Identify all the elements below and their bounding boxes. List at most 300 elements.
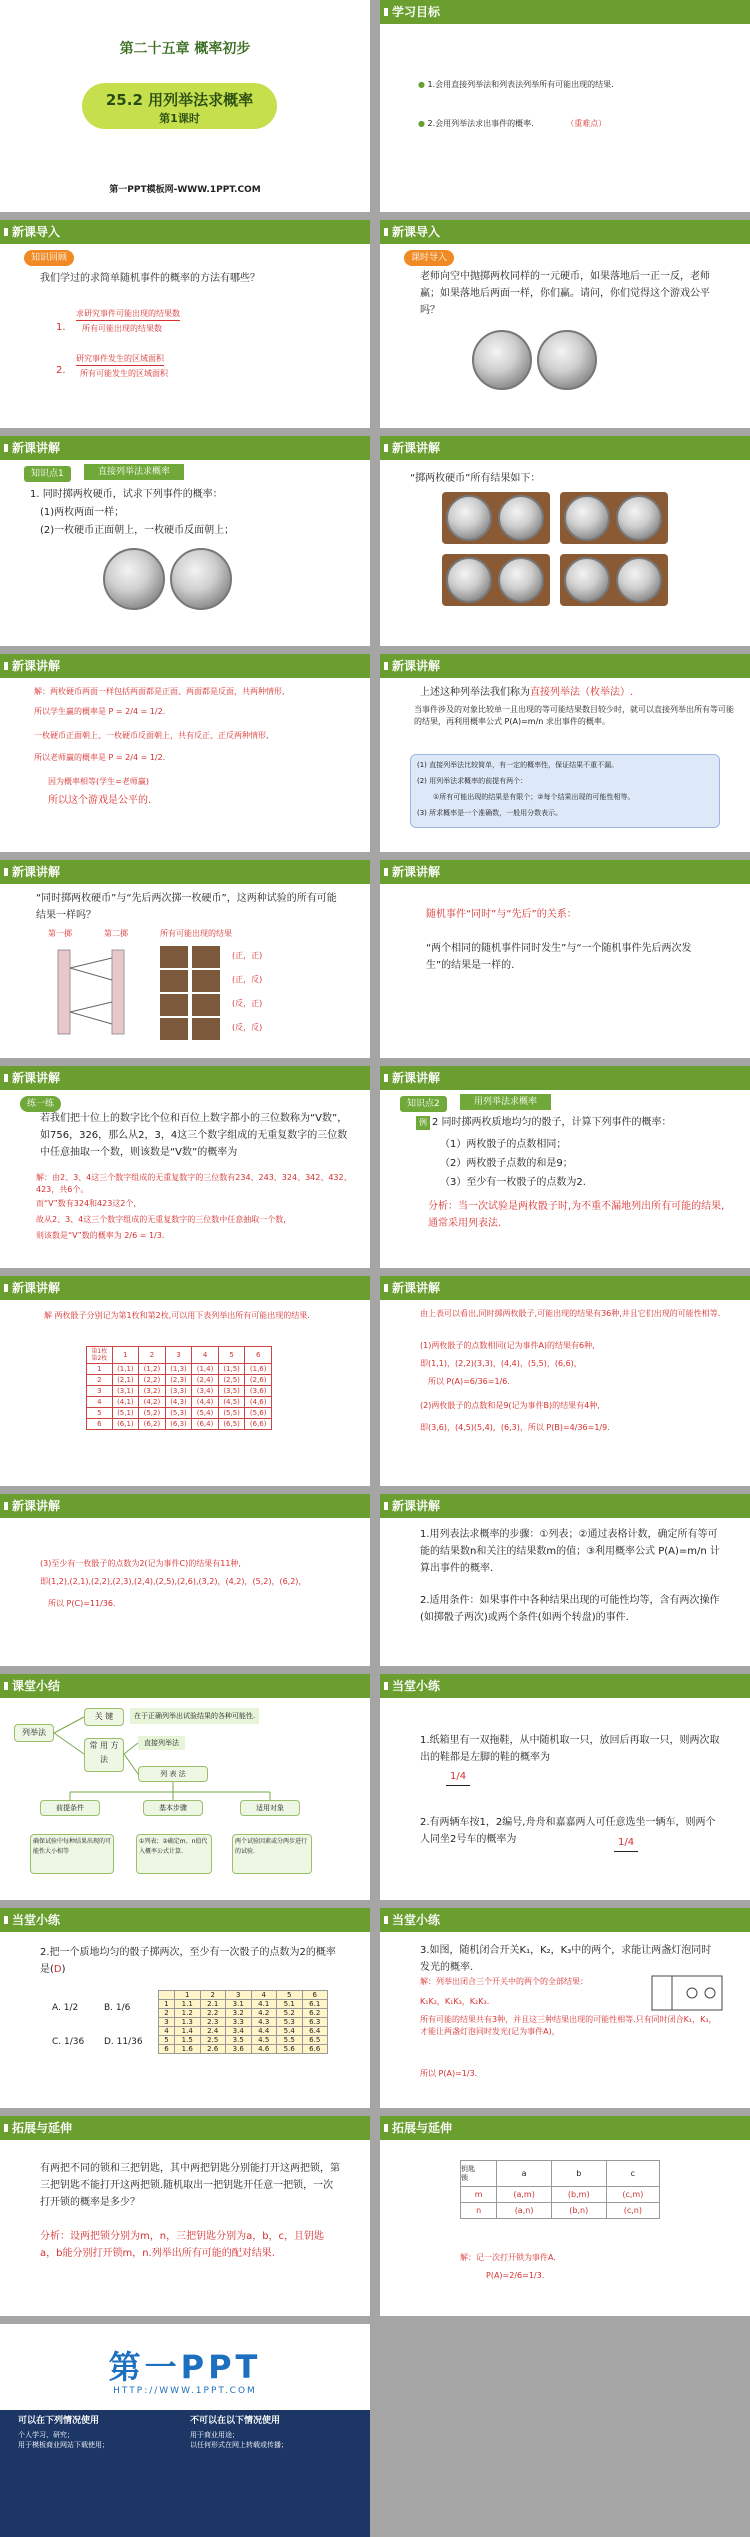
relation-text: “两个相同的随机事件同时发生”与“一个随机事件先后两次发生”的结果是一样的. — [426, 943, 692, 971]
corner-first: 第1枚 — [91, 1348, 108, 1355]
slide-header: 新课讲解 — [0, 1066, 370, 1090]
summary-target: 适用对象 — [240, 1800, 300, 1816]
enum-method-name: 直接列举法（枚举法）. — [530, 687, 634, 698]
slide-header: 拓展与延伸 — [380, 2116, 750, 2140]
table-cell: 4.2 — [251, 2009, 277, 2018]
table-cell: (b,m) — [551, 2187, 606, 2203]
promo-bar — [0, 2410, 370, 2537]
sol-a-2: 即(1,1)，(2,2)(3,3)，(4,4)，(5,5)，(6,6)， — [420, 1359, 582, 1368]
extension-question: 有两把不同的锁和三把钥匙，其中两把钥匙分别能打开这两把锁，第三把钥匙不能打开这两把锁.随机取出一把钥匙开任意一把锁，一次打开锁的概率是多少？ — [40, 2163, 340, 2208]
table-cell: (3,1) — [112, 1386, 139, 1397]
table-cell: (5,1) — [112, 1408, 139, 1419]
col-header: 5 — [218, 1347, 245, 1364]
col-all-results: 所有可能出现的结果 — [160, 929, 232, 938]
result-3: (反，正) — [232, 999, 263, 1008]
sol-c-3 — [48, 1598, 116, 1610]
slide-practice-vnumber — [0, 1066, 370, 1268]
solution-line-3: 一枚硬币正面朝上、一枚硬币反面朝上，共有反正、正反两种情形, — [34, 731, 269, 740]
col-header: 2 — [139, 1347, 166, 1364]
solution-line-4-value: P = 2/4 = 1/2. — [108, 753, 166, 762]
table-corner — [461, 2161, 497, 2187]
table-cell: 5.5 — [277, 2036, 303, 2045]
summary-table-method: 列 表 法 — [138, 1766, 208, 1782]
table-cell: (1,6) — [245, 1364, 272, 1375]
slide-simultaneous-vs-sequential — [380, 860, 750, 1058]
table-row — [461, 2187, 660, 2203]
sol-c-value: P(C)=11/36. — [66, 1599, 116, 1608]
table-cell: (1,3) — [165, 1364, 192, 1375]
table-cell: 5.2 — [277, 2009, 303, 2018]
vnumber-solution-b: 而“V”数有324和423这2个， — [36, 1199, 142, 1208]
slide-extension-question — [0, 2116, 370, 2316]
note-2: (2) 用列举法求概率的前提有两个： — [417, 777, 528, 785]
table-cell: (a,n) — [497, 2203, 551, 2219]
tag-lesson-intro: 课时导入 — [404, 250, 454, 266]
row-header: 3 — [159, 2018, 175, 2027]
coin-pair-image — [442, 554, 550, 606]
promo-cannot-2: 以任何形式在网上转载或传播； — [190, 2441, 288, 2449]
option-c: C. 1/36 — [52, 2037, 85, 2047]
solution-line-5: 因为概率相等(学生=老师赢) — [48, 777, 149, 786]
col-header: 4 — [192, 1347, 219, 1364]
tag-knowledge-2: 知识点2 — [400, 1096, 447, 1112]
table-cell: 2.5 — [200, 2036, 226, 2045]
dice-q3: （3）至少有一枚骰子的点数为2. — [440, 1177, 586, 1188]
row-header: 3 — [87, 1386, 113, 1397]
result-2: (正，反) — [232, 975, 263, 984]
goal-2-text: 2.会用列举法求出事件的概率. — [427, 119, 534, 128]
table-row — [159, 2018, 328, 2027]
summary-steps: 基本步骤 — [143, 1800, 203, 1816]
summary-condition: 前提条件 — [40, 1800, 100, 1816]
tree-question: “同时掷两枚硬币”与“先后两次掷一枚硬币”，这两种试验的所有可能结果一样吗？ — [36, 893, 337, 921]
corner-second: 第2枚 — [91, 1355, 108, 1362]
example-question: 1. 同时掷两枚硬币，试求下列事件的概率： — [30, 489, 223, 500]
table-method-steps: 1.用列表法求概率的步骤：①列表；②通过表格计数，确定所有等可能的结果数n和关注的结果数m的值；③利用概率公式 P(A)=m/n 计算出事件的概率. — [420, 1529, 720, 1574]
solution-line-2-text: 所以学生赢的概率是 — [34, 707, 106, 716]
table-cell: (2,4) — [192, 1375, 219, 1386]
col-header: 6 — [245, 1347, 272, 1364]
item-2-no: 2. — [56, 365, 66, 376]
row-header: 4 — [87, 1397, 113, 1408]
col-first-toss: 第一掷 — [48, 929, 72, 938]
tag-review: 知识回顾 — [24, 250, 74, 266]
sol-a-1: (1)两枚骰子的点数相同(记为事件A)的结果有6种, — [420, 1341, 595, 1350]
enum-line-2: 当事件涉及的对象比较单一且出现的等可能结果数目较少时，就可以直接列举出所有等可能的结果，再利用概率公式 P(A)=m/n 求出事件的概率。 — [414, 705, 734, 726]
table-method-conditions: 2.适用条件：如果事件中各种结果出现的可能性均等，含有两次操作(如掷骰子两次)或两个条件(如两个转盘)的事件. — [420, 1595, 720, 1623]
summary-key: 关 键 — [84, 1708, 124, 1726]
row-header: 1 — [87, 1364, 113, 1375]
table-cell: 5.6 — [277, 2045, 303, 2054]
table-cell: (1,1) — [112, 1364, 139, 1375]
table-cell: 2.4 — [200, 2027, 226, 2036]
row-header: 1 — [159, 2000, 175, 2009]
table-cell: 3.4 — [226, 2027, 252, 2036]
slide-dice-solution-1 — [380, 1276, 750, 1486]
summary-condition-detail: 确保试验中每种结果出现的可能性大小相等 — [30, 1834, 114, 1874]
solution-line-6: 所以这个游戏是公平的. — [48, 795, 152, 806]
table-row — [87, 1408, 272, 1419]
coin-image — [498, 495, 544, 541]
review-question: 我们学过的求简单随机事件的概率的方法有哪些？ — [40, 273, 260, 284]
table-cell: 1.2 — [175, 2009, 201, 2018]
slide-intro-review — [0, 220, 370, 428]
coin-pair-image — [560, 554, 668, 606]
quiz3-sol-2: K₁K₂，K₁K₃，K₂K₃. — [420, 1997, 490, 2006]
table-cell: (4,3) — [165, 1397, 192, 1408]
coin-pair-image — [442, 492, 550, 544]
slide-header: 当堂小练 — [380, 1908, 750, 1932]
slide-enumeration — [380, 654, 750, 852]
enum-line-1 — [420, 684, 633, 701]
table-row — [159, 2036, 328, 2045]
table-cell: (5,4) — [192, 1408, 219, 1419]
goal-2 — [418, 115, 738, 132]
table-cell: (4,5) — [218, 1397, 245, 1408]
note-4: (3) 所求概率是一个准确数，一般用分数表示。 — [417, 809, 563, 817]
slide-header: 新课讲解 — [380, 1066, 750, 1090]
slide-summary — [0, 1674, 370, 1900]
extension-sol-1: 解：记一次打开锁为事件A. — [460, 2253, 556, 2262]
table-cell: 2.3 — [200, 2018, 226, 2027]
slide-quiz-1 — [380, 1674, 750, 1900]
table-cell: (1,5) — [218, 1364, 245, 1375]
table-cell: (1,4) — [192, 1364, 219, 1375]
tag-knowledge-1-title: 直接列举法求概率 — [84, 464, 184, 480]
slide-dice-example — [380, 1066, 750, 1268]
option-b: B. 1/6 — [104, 2003, 131, 2013]
table-cell: 5.4 — [277, 2027, 303, 2036]
table-header-row — [159, 1991, 328, 2000]
vnumber-solution-a: 解：由2、3、4这三个数字组成的无重复数字的三位数有234、243、324、342、432、423，共6个。 — [36, 1173, 352, 1194]
tag-knowledge-2-title: 用列举法求概率 — [460, 1094, 551, 1110]
coin-image — [498, 557, 544, 603]
lesson-title: 25.2 用列举法求概率 — [105, 91, 254, 109]
table-cell: (5,3) — [165, 1408, 192, 1419]
row-header: m — [461, 2187, 497, 2203]
sol-a-value: P(A)=6/36=1/6. — [446, 1377, 510, 1386]
table-cell: 4.6 — [251, 2045, 277, 2054]
row-header: 5 — [87, 1408, 113, 1419]
table-cell: (6,4) — [192, 1419, 219, 1430]
slide-header: 新课导入 — [380, 220, 750, 244]
goal-1-text: 1.会用直接列举法和列表法列举所有可能出现的结果. — [427, 80, 614, 89]
table-cell: (4,1) — [112, 1397, 139, 1408]
summary-root: 列举法 — [14, 1724, 54, 1742]
dice-analysis: 分析：当一次试验是两枚骰子时,为不重不漏地列出所有可能的结果,通常采用列表法. — [428, 1201, 725, 1229]
goal-1 — [418, 76, 738, 93]
col-header: 1 — [175, 1991, 201, 2000]
slide-header: 新课讲解 — [0, 436, 370, 460]
table-cell: 6.2 — [302, 2009, 328, 2018]
table-cell: (6,2) — [139, 1419, 166, 1430]
summary-key-text: 在于正确列举出试验结果的各种可能性. — [130, 1708, 259, 1724]
quiz2-dice-table — [158, 1990, 328, 2054]
slide-tree-diagram — [0, 860, 370, 1058]
table-cell: (a,m) — [497, 2187, 551, 2203]
option-a: A. 1/2 — [52, 2003, 79, 2013]
table-cell: (6,1) — [112, 1419, 139, 1430]
vnumber-question: 若我们把十位上的数字比个位和百位上数字都小的三位数称为“V数”，如756，326，那么从2，3，4这三个数字组成的无重复数字的三位数中任意抽取一个数，则该数是“V数”的概率为 — [40, 1113, 348, 1158]
coin-image — [616, 495, 662, 541]
table-cell: 4.4 — [251, 2027, 277, 2036]
coin-image — [103, 548, 165, 610]
table-cell: (3,6) — [245, 1386, 272, 1397]
vnumber-solution-d: 则该数是“V”数的概率为 2/6 = 1/3. — [36, 1231, 165, 1240]
table-corner — [159, 1991, 175, 2000]
quiz-a1: 1/4 — [446, 1768, 470, 1786]
dice-outcome-table — [86, 1346, 272, 1430]
table-row — [159, 2045, 328, 2054]
table-row — [87, 1419, 272, 1430]
cover-footer: 第一PPT模板网-WWW.1PPT.COM — [109, 185, 261, 195]
slide-header: 课堂小结 — [0, 1674, 370, 1698]
quiz3-question: 3.如图，随机闭合开关K₁，K₂，K₃中的两个，求能让两盏灯泡同时发光的概率. — [420, 1945, 712, 1973]
table-cell: (5,5) — [218, 1408, 245, 1419]
slide-header: 当堂小练 — [380, 1674, 750, 1698]
sol-c-3-text: 所以 — [48, 1599, 64, 1608]
option-d: D. 11/36 — [104, 2037, 143, 2047]
table-cell: (2,1) — [112, 1375, 139, 1386]
promo-can-2: 用于模板商业网站下载使用； — [18, 2441, 109, 2449]
solution-line-2-value: P = 2/4 = 1/2. — [108, 707, 166, 716]
table-cell: 4.3 — [251, 2018, 277, 2027]
col-header: b — [551, 2161, 606, 2187]
sol-c-2: 即(1,2),(2,1),(2,2),(2,3),(2,4),(2,5),(2,6),(3,2)，(4,2)，(5,2)，(6,2)， — [40, 1577, 307, 1586]
item-1-b: 所有可能出现的结果数 — [82, 324, 162, 333]
slide-coin-outcomes — [380, 436, 750, 646]
table-cell: (2,3) — [165, 1375, 192, 1386]
solution-line-4 — [34, 752, 165, 764]
dice-q2: （2）两枚骰子点数的和是9； — [440, 1158, 573, 1169]
slide-cover — [0, 0, 370, 212]
quiz2-question-text: 2.把一个质地均匀的骰子掷两次，至少有一次骰子的点数为2的概率是( — [40, 1947, 336, 1975]
note-1: (1) 直接列举法比较简单，有一定的概率性，保证结果不重不漏。 — [417, 761, 619, 769]
promo-url: HTTP://WWW.1PPT.COM — [113, 2386, 257, 2396]
row-header: 4 — [159, 2027, 175, 2036]
promo-cannot-title: 不可以在以下情况使用 — [190, 2416, 281, 2426]
example-q1: (1)两枚两面一样； — [40, 507, 125, 518]
key-lock-table — [460, 2160, 660, 2219]
coin-image — [564, 495, 610, 541]
corner-key: 钥匙 — [461, 2164, 475, 2173]
result-4: (反，反) — [232, 1023, 263, 1032]
slide-intro-game — [380, 220, 750, 428]
table-corner — [87, 1347, 113, 1364]
table-cell: 4.5 — [251, 2036, 277, 2045]
table-intro: 解 两枚骰子分别记为第1枚和第2枚,可以用下表列举出所有可能出现的结果. — [44, 1311, 310, 1320]
table-cell: 2.6 — [200, 2045, 226, 2054]
dice-question: 2 同时掷两枚质地均匀的骰子，计算下列事件的概率： — [432, 1117, 672, 1128]
table-cell: 6.6 — [302, 2045, 328, 2054]
table-cell: 2.2 — [200, 2009, 226, 2018]
table-cell: (4,6) — [245, 1397, 272, 1408]
table-cell: (c,n) — [606, 2203, 659, 2219]
col-header: 3 — [165, 1347, 192, 1364]
table-cell: 1.6 — [175, 2045, 201, 2054]
extension-sol-2: P(A)=2/6=1/3. — [486, 2271, 545, 2280]
item-2-a: 研究事件发生的区域面积 — [76, 353, 164, 366]
table-cell: 2.1 — [200, 2000, 226, 2009]
table-cell: 1.3 — [175, 2018, 201, 2027]
col-header: 4 — [251, 1991, 277, 2000]
table-cell: 5.1 — [277, 2000, 303, 2009]
table-cell: 6.1 — [302, 2000, 328, 2009]
slide-quiz-3 — [380, 1908, 750, 2108]
slide-coin-solution — [0, 654, 370, 852]
solution-line-1: 解：两枚硬币两面一样包括两面都是正面、两面都是反面，共两种情形, — [34, 687, 285, 696]
table-cell: 1.4 — [175, 2027, 201, 2036]
dice-q1: （1）两枚骰子的点数相同； — [440, 1139, 567, 1150]
bullet-icon: ● — [418, 80, 425, 89]
table-cell: 3.1 — [226, 2000, 252, 2009]
slide-promo — [0, 2324, 370, 2537]
tag-practice: 练一练 — [20, 1096, 61, 1112]
slide-table-method — [380, 1494, 750, 1666]
promo-logo: 第一PPT — [108, 2348, 262, 2386]
slide-header: 新课讲解 — [380, 654, 750, 678]
item-2-b: 所有可能发生的区域面积 — [80, 369, 168, 378]
slide-header: 新课讲解 — [380, 1494, 750, 1518]
lesson-subtitle: 第1课时 — [159, 112, 200, 125]
table-cell: 3.3 — [226, 2018, 252, 2027]
slide-header: 新课讲解 — [0, 1276, 370, 1300]
bullet-icon: ● — [418, 119, 425, 128]
row-header: 5 — [159, 2036, 175, 2045]
table-cell: (2,6) — [245, 1375, 272, 1386]
table-cell: (1,2) — [139, 1364, 166, 1375]
table-cell: 1.5 — [175, 2036, 201, 2045]
slide-dice-solution-2 — [0, 1494, 370, 1666]
enum-line-1-text: 上述这种列举法我们称为 — [420, 687, 530, 698]
sol-a-3 — [428, 1376, 510, 1388]
table-cell: 3.6 — [226, 2045, 252, 2054]
table-cell: (6,3) — [165, 1419, 192, 1430]
promo-can-1: 个人学习、研究； — [18, 2431, 74, 2439]
quiz3-sol-3: 所有可能的结果共有3种，并且这三种结果出现的可能性相等.只有同时闭合K₁，K₃，才能让两盏灯泡同时发光(记为事件A)， — [420, 2015, 717, 2036]
promo-cannot-1: 用于商业用途； — [190, 2431, 239, 2439]
slide-header: 新课讲解 — [0, 1494, 370, 1518]
table-cell: (5,2) — [139, 1408, 166, 1419]
table-row — [87, 1397, 272, 1408]
slide-header: 新课导入 — [0, 220, 370, 244]
table-cell: (c,m) — [606, 2187, 659, 2203]
slide-header: 新课讲解 — [0, 654, 370, 678]
sol-c-1: (3)至少有一枚骰子的点数为2(记为事件C)的结果有11种, — [40, 1559, 241, 1568]
corner-lock: 锁 — [461, 2173, 468, 2182]
table-cell: (5,6) — [245, 1408, 272, 1419]
item-1-no: 1. — [56, 322, 66, 333]
table-cell: 3.2 — [226, 2009, 252, 2018]
slide-header: 新课讲解 — [380, 436, 750, 460]
table-row — [461, 2203, 660, 2219]
table-cell: 6.4 — [302, 2027, 328, 2036]
vnumber-solution-c: 故从2、3、4这三个数字组成的无重复数字的三位数中任意抽取一个数， — [36, 1215, 292, 1224]
sol-b-2 — [420, 1422, 610, 1434]
col-header: c — [606, 2161, 659, 2187]
coin-image — [446, 495, 492, 541]
sol-a-3-text: 所以 — [428, 1377, 444, 1386]
slide-dice-table — [0, 1276, 370, 1486]
table-cell: (3,2) — [139, 1386, 166, 1397]
slide-header: 新课讲解 — [380, 1276, 750, 1300]
item-1-a: 求研究事件可能出现的结果数 — [76, 308, 180, 321]
slide-direct-listing — [0, 436, 370, 646]
table-cell: 4.1 — [251, 2000, 277, 2009]
table-cell: 6.5 — [302, 2036, 328, 2045]
table-cell: (6,5) — [218, 1419, 245, 1430]
circuit-diagram — [648, 1968, 728, 2018]
row-header: 2 — [159, 2009, 175, 2018]
table-cell: (3,3) — [165, 1386, 192, 1397]
quiz3-sol-4 — [420, 2068, 477, 2080]
sol-b-2-text: 即(3,6)，(4,5)(5,4)，(6,3)，所以 — [420, 1423, 544, 1432]
game-text: 老师向空中抛掷两枚同样的一元硬币，如果落地后一正一反，老师赢；如果落地后两面一样，你们赢。请问，你们觉得这个游戏公平吗？ — [420, 271, 710, 316]
quiz3-sol-4-text: 所以 — [420, 2069, 436, 2078]
table-header-row — [461, 2161, 660, 2187]
col-second-toss: 第二掷 — [104, 929, 128, 938]
result-1: (正，正) — [232, 951, 263, 960]
table-cell: (4,2) — [139, 1397, 166, 1408]
row-header: 6 — [87, 1419, 113, 1430]
quiz-q1: 1.纸箱里有一双拖鞋，从中随机取一只，放回后再取一只，则两次取出的鞋都是左脚的鞋的概率为 — [420, 1735, 720, 1763]
table-cell: (2,5) — [218, 1375, 245, 1386]
promo-can-title: 可以在下列情况使用 — [18, 2416, 100, 2426]
quiz-q2: 2.有两辆车按1，2编号,舟舟和嘉嘉两人可任意选坐一辆车，则两个人同坐2号车的概率为 — [420, 1817, 716, 1845]
table-row — [87, 1364, 272, 1375]
coin-pair-image — [560, 492, 668, 544]
col-header: 2 — [200, 1991, 226, 2000]
quiz2-question — [40, 1944, 340, 1978]
table-cell: (3,5) — [218, 1386, 245, 1397]
sol-b-1: (2)两枚骰子的点数和是9(记为事件B)的结果有4种, — [420, 1401, 600, 1410]
tag-knowledge-1: 知识点1 — [24, 466, 71, 482]
table-row — [159, 2027, 328, 2036]
tree-branches — [40, 940, 340, 1050]
chapter-title: 第二十五章 概率初步 — [119, 41, 251, 57]
table-cell: 3.5 — [226, 2036, 252, 2045]
example-q2: (2)一枚硬币正面朝上，一枚硬币反面朝上； — [40, 525, 235, 536]
coin-image — [564, 557, 610, 603]
slide-header: 拓展与延伸 — [0, 2116, 370, 2140]
col-header: a — [497, 2161, 551, 2187]
table-cell: (2,2) — [139, 1375, 166, 1386]
col-header: 5 — [277, 1991, 303, 2000]
table-cell: (3,4) — [192, 1386, 219, 1397]
table-header-row — [87, 1347, 272, 1364]
coin-image — [616, 557, 662, 603]
col-header: 1 — [112, 1347, 139, 1364]
quiz-a2: 1/4 — [614, 1834, 638, 1852]
table-row — [159, 2009, 328, 2018]
quiz3-sol-1: 解：列举出闭合三个开关中的两个的全部结果： — [420, 1977, 588, 1986]
slide-header: 当堂小练 — [0, 1908, 370, 1932]
solution-line-2 — [34, 706, 165, 718]
slide-quiz-2 — [0, 1908, 370, 2108]
row-header: n — [461, 2203, 497, 2219]
coin-image — [537, 330, 597, 390]
solution-line-4-text: 所以老师赢的概率是 — [34, 753, 106, 762]
table-cell: (6,6) — [245, 1419, 272, 1430]
slide-extension-solution — [380, 2116, 750, 2316]
outcomes-text: “掷两枚硬币”所有结果如下： — [410, 473, 541, 484]
slide-header: 新课讲解 — [0, 860, 370, 884]
slide-header: 新课讲解 — [380, 860, 750, 884]
table-cell: 5.3 — [277, 2018, 303, 2027]
table-cell: 1.1 — [175, 2000, 201, 2009]
sol-b-value: P(B)=4/36=1/9. — [546, 1423, 610, 1432]
summary-method: 常 用 方 法 — [84, 1738, 124, 1772]
